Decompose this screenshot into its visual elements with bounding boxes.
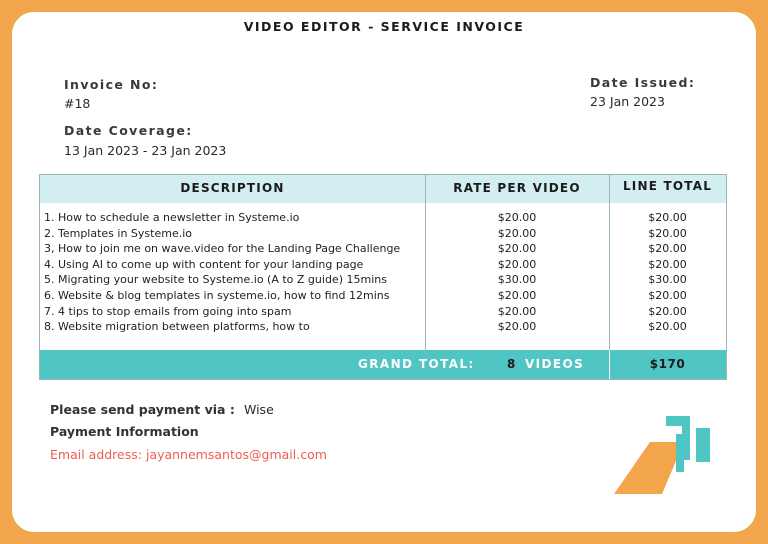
payment-via-value: Wise: [244, 402, 274, 417]
logo-orange-shape: [614, 442, 684, 494]
table-row-description: 2. Templates in Systeme.io: [44, 226, 193, 240]
logo-teal-stem: [676, 434, 684, 472]
date-issued-value: 23 Jan 2023: [590, 94, 665, 109]
table-row-description: 4. Using AI to come up with content for your landing page: [44, 257, 364, 271]
date-coverage-label: Date Coverage:: [64, 123, 193, 138]
table-row-total: $20.00: [648, 211, 687, 224]
table-row-total: $20.00: [648, 242, 687, 256]
table-row-description: 3, How to join me on wave.video for the Landing Page Challenge: [44, 242, 401, 256]
table-row-description: 8. Website migration between platforms, how to: [44, 320, 310, 334]
header-description: DESCRIPTION: [180, 181, 285, 195]
table-row-rate: $20.00: [497, 226, 537, 240]
table-row-rate: $30.00: [497, 273, 537, 287]
table-row-rate: $20.00: [497, 288, 537, 302]
table-row-total: $30.00: [648, 273, 687, 287]
line-total-column: [609, 210, 726, 335]
payment-via-label: Please send payment via :: [50, 402, 235, 417]
table-row-description: 1. How to schedule a newsletter in Systeme.io: [44, 211, 300, 224]
table-row-rate: $20.00: [497, 320, 537, 334]
table-row-total: $20.00: [648, 288, 687, 302]
invoice-title: VIDEO EDITOR - SERVICE INVOICE: [243, 19, 525, 34]
videos-label: VIDEOS: [525, 357, 585, 371]
invoice-table: [39, 174, 727, 380]
table-row-total: $20.00: [648, 304, 687, 318]
date-issued-label: Date Issued:: [590, 75, 696, 90]
payment-email[interactable]: Email address: jayannemsantos@gmail.com: [50, 447, 327, 462]
invoice-no-value: #18: [64, 96, 91, 111]
table-row-description: 6. Website & blog templates in systeme.io, how to find 12mins: [44, 288, 390, 302]
grand-total-bar: [40, 350, 726, 379]
rate-column: [425, 210, 609, 335]
payment-info-label: Payment Information: [50, 424, 199, 439]
table-row-rate: $20.00: [497, 257, 537, 271]
logo-icon: [612, 412, 716, 496]
table-row-description: 7. 4 tips to stop emails from going into spam: [44, 304, 292, 318]
description-column: [44, 210, 424, 335]
table-header: [40, 175, 726, 203]
logo-teal-bar: [696, 428, 710, 462]
table-row-total: $20.00: [648, 226, 687, 240]
video-count: 8: [507, 357, 517, 371]
table-row-rate: $20.00: [497, 304, 537, 318]
table-row-total: $20.00: [648, 320, 687, 334]
header-line-total: LINE TOTAL: [622, 179, 713, 193]
table-row-description: 5. Migrating your website to Systeme.io (A to Z guide) 15mins: [44, 273, 387, 287]
table-row-rate: $20.00: [497, 211, 537, 224]
table-row-rate: $20.00: [497, 242, 537, 256]
table-row-total: $20.00: [648, 257, 687, 271]
grand-total-label: GRAND TOTAL:: [358, 357, 475, 371]
invoice-no-label: Invoice No:: [64, 77, 159, 92]
header-rate: RATE PER VIDEO: [453, 181, 581, 195]
date-coverage-value: 13 Jan 2023 - 23 Jan 2023: [64, 143, 227, 158]
grand-total-value: $170: [649, 357, 686, 371]
